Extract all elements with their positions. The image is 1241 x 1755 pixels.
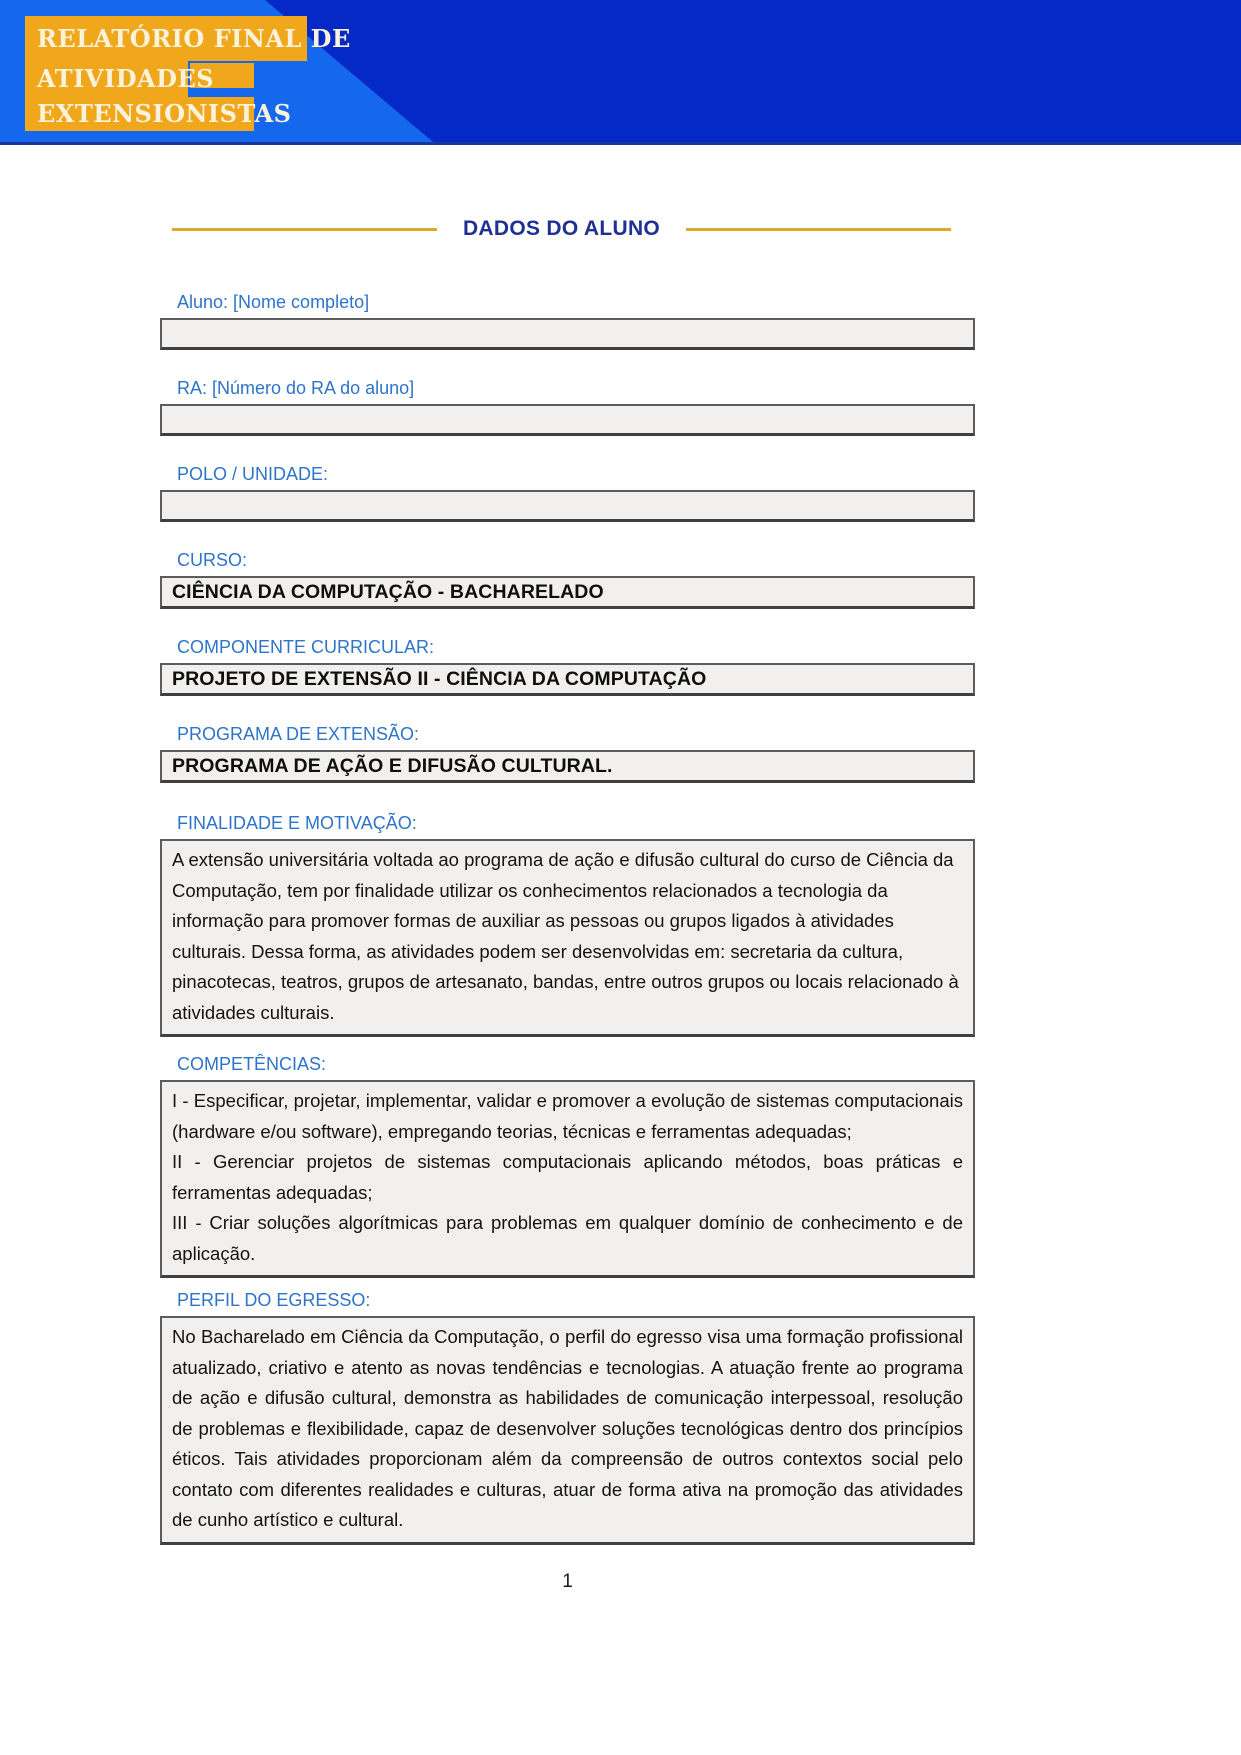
field-perfil-egresso (160, 1290, 975, 1545)
field-label-polo-unidade: POLO / UNIDADE: (177, 464, 329, 484)
report-banner (0, 0, 1241, 145)
field-curso (160, 550, 975, 609)
field-label-ra: RA: [Número do RA do aluno] (177, 378, 415, 398)
banner-title-line-3: EXTENSIONISTAS (37, 99, 292, 128)
field-ra (160, 378, 975, 436)
field-label-competencias: COMPETÊNCIAS: (177, 1054, 327, 1074)
field-aluno (160, 292, 975, 350)
competencia-item-2: II - Gerenciar projetos de sistemas computacionais aplicando métodos, boas práticas e ferramentas adequadas; (172, 1151, 963, 1203)
input-box-polo-unidade[interactable] (160, 490, 975, 522)
field-componente-curricular (160, 637, 975, 696)
input-box-aluno[interactable] (160, 318, 975, 350)
value-box-componente-curricular: PROJETO DE EXTENSÃO II - CIÊNCIA DA COMPUTAÇÃO (160, 663, 975, 696)
field-label-componente-curricular: COMPONENTE CURRICULAR: (177, 637, 435, 657)
field-polo-unidade (160, 464, 975, 522)
field-label-programa-extensao: PROGRAMA DE EXTENSÃO: (177, 724, 420, 744)
value-box-programa-extensao: PROGRAMA DE AÇÃO E DIFUSÃO CULTURAL. (160, 750, 975, 783)
paragraph-box-competencias (160, 1080, 975, 1278)
competencia-item-3: III - Criar soluções algorítmicas para problemas em qualquer domínio de conhecimento e de aplicação. (172, 1212, 963, 1264)
page-number: 1 (562, 1570, 573, 1592)
form-content (160, 292, 975, 1593)
title-rule-right (686, 228, 951, 231)
banner-title-line-1: RELATÓRIO FINAL DE (37, 24, 351, 53)
input-box-ra[interactable] (160, 404, 975, 436)
value-box-curso: CIÊNCIA DA COMPUTAÇÃO - BACHARELADO (160, 576, 975, 609)
field-finalidade-motivacao (160, 813, 975, 1037)
competencia-item-1: I - Especificar, projetar, implementar, validar e promover a evolução de sistemas computacionais (hardware e/ou software), empregando teorias, técnicas e ferramentas adequadas; (172, 1090, 963, 1142)
banner-title-line-2: ATIVIDADES (37, 64, 215, 93)
section-title-row (172, 217, 951, 241)
field-competencias (160, 1054, 975, 1278)
field-label-finalidade-motivacao: FINALIDADE E MOTIVAÇÃO: (177, 813, 417, 833)
page-title: DADOS DO ALUNO (462, 217, 661, 240)
field-label-perfil-egresso: PERFIL DO EGRESSO: (177, 1290, 371, 1310)
paragraph-box-finalidade-motivacao: A extensão universitária voltada ao programa de ação e difusão cultural do curso de Ciência da Computação, tem por finalidade utilizar os conhecimentos relacionados a tecnologia da informação para promover formas de auxiliar as pessoas ou grupos ligados à atividades culturais. Dessa forma, as atividades podem ser desenvolvidas em: secretaria da cultura, pinacotecas, teatros, grupos de artesanato, bandas, entre outros grupos ou locais relacionado à atividades culturais. (160, 839, 975, 1037)
field-label-aluno: Aluno: [Nome completo] (177, 292, 370, 312)
paragraph-box-perfil-egresso: No Bacharelado em Ciência da Computação, o perfil do egresso visa uma formação profissional atualizado, criativo e atento as novas tendências e tecnologias. A atuação frente ao programa de ação e difusão cultural, demonstra as habilidades de comunicação interpessoal, resolução de problemas e flexibilidade, capaz de desenvolver soluções tecnológicas dentro dos princípios éticos. Tais atividades proporcionam além da compreensão de outros contextos social pelo contato com diferentes realidades e culturas, atuar de forma ativa na promoção das atividades de cunho artístico e cultural. (160, 1316, 975, 1545)
field-programa-extensao (160, 724, 975, 783)
title-rule-left (172, 228, 437, 231)
field-label-curso: CURSO: (177, 550, 248, 570)
